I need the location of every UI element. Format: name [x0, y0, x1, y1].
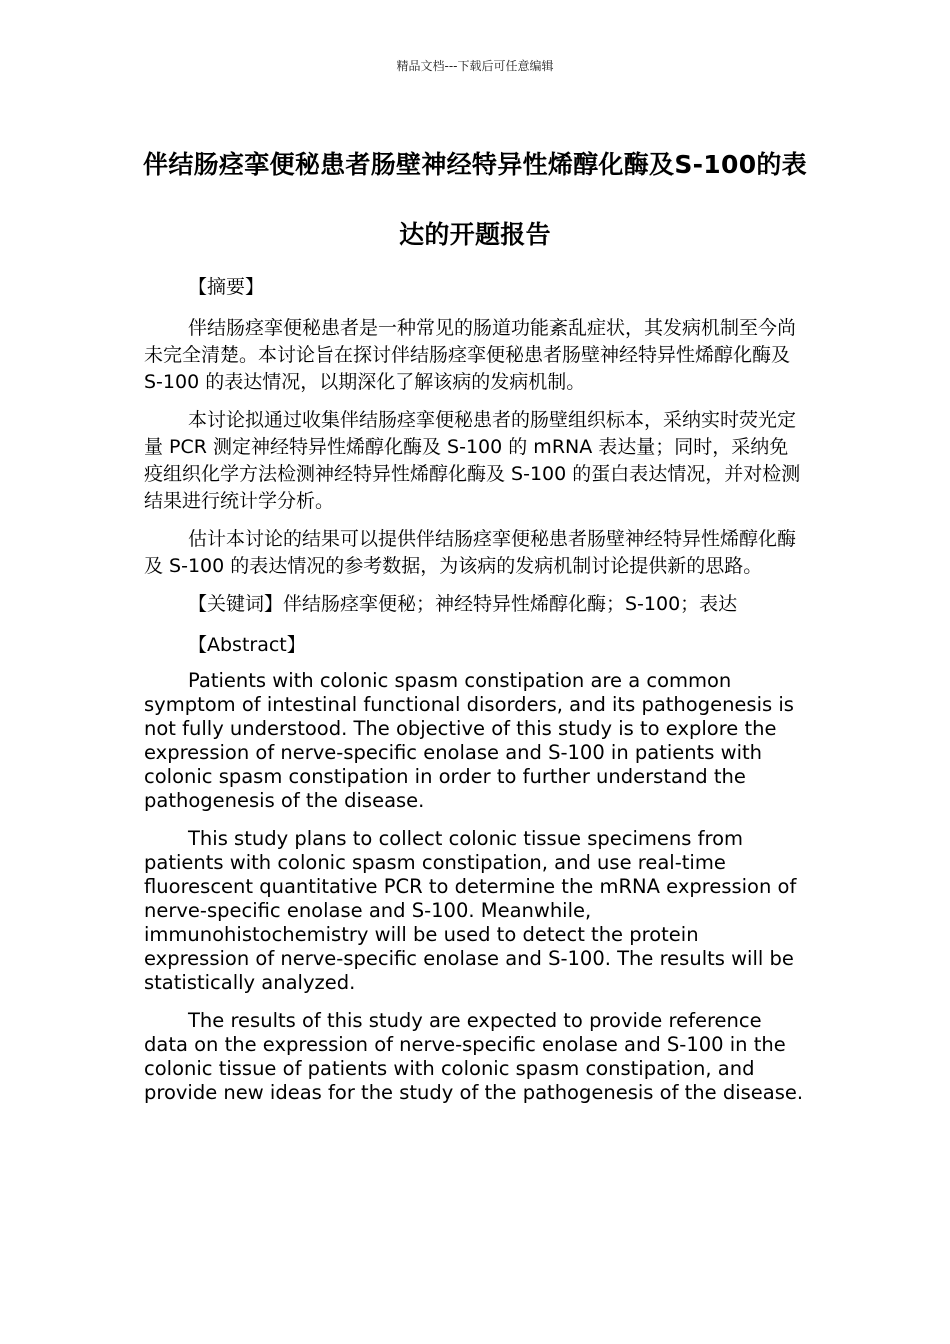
- abstract-paragraph-en-3: The results of this study are expected to provide reference data on the expression of nerve-specific enolase and S-100 in the colonic tissue of patients with colonic spasm constipation, and provide new ideas for the study of the pathogenesis of the disease.: [144, 1009, 804, 1104]
- document-title: 伴结肠痉挛便秘患者肠壁神经特异性烯醇化酶及S-100的表达的开题报告: [143, 150, 807, 249]
- abstract-paragraph-cn-3: 估计本讨论的结果可以提供伴结肠痉挛便秘患者肠壁神经特异性烯醇化酶及 S-100 的表达情况的参考数据，为该病的发病机制讨论提供新的思路。: [144, 528, 797, 577]
- page-header-note: 精品文档---下载后可任意编辑: [396, 59, 554, 73]
- abstract-paragraph-cn-2: 本讨论拟通过收集伴结肠痉挛便秘患者的肠壁组织标本，采纳实时荧光定量 PCR 测定神经特异性烯醇化酶及 S-100 的 mRNA 表达量；同时，采纳免疫组织化学方法检测神经特异性烯醇化酶及 S-100 的蛋白表达情况，并对检测结果进行统计学分析。: [144, 409, 801, 512]
- abstract-label-cn: 【摘要】: [188, 276, 265, 298]
- keywords-line: 【关键词】伴结肠痉挛便秘；神经特异性烯醇化酶；S-100；表达: [188, 593, 738, 615]
- abstract-paragraph-en-1: Patients with colonic spasm constipation are a common symptom of intestinal functional disorders, and its pathogenesis is not fully understood. The objective of this study is to explore the expression of nerve-specific enolase and S-100 in patients with colonic spasm constipation in order to further understand the pathogenesis of the disease.: [144, 669, 794, 812]
- abstract-paragraph-cn-1: 伴结肠痉挛便秘患者是一种常见的肠道功能紊乱症状，其发病机制至今尚未完全清楚。本讨论旨在探讨伴结肠痉挛便秘患者肠壁神经特异性烯醇化酶及 S-100 的表达情况，以期深化了解该病的发病机制。: [144, 317, 797, 393]
- document-body: [144, 274, 806, 1119]
- abstract-label-en: 【Abstract】: [188, 634, 306, 656]
- abstract-paragraph-en-2: This study plans to collect colonic tissue specimens from patients with colonic spasm constipation, and use real-time fluorescent quantitative PCR to determine the mRNA expression of nerve-specific enolase and S-100. Meanwhile, immunohistochemistry will be used to detect the protein expression of nerve-specific enolase and S-100. The results will be statistically analyzed.: [144, 827, 797, 994]
